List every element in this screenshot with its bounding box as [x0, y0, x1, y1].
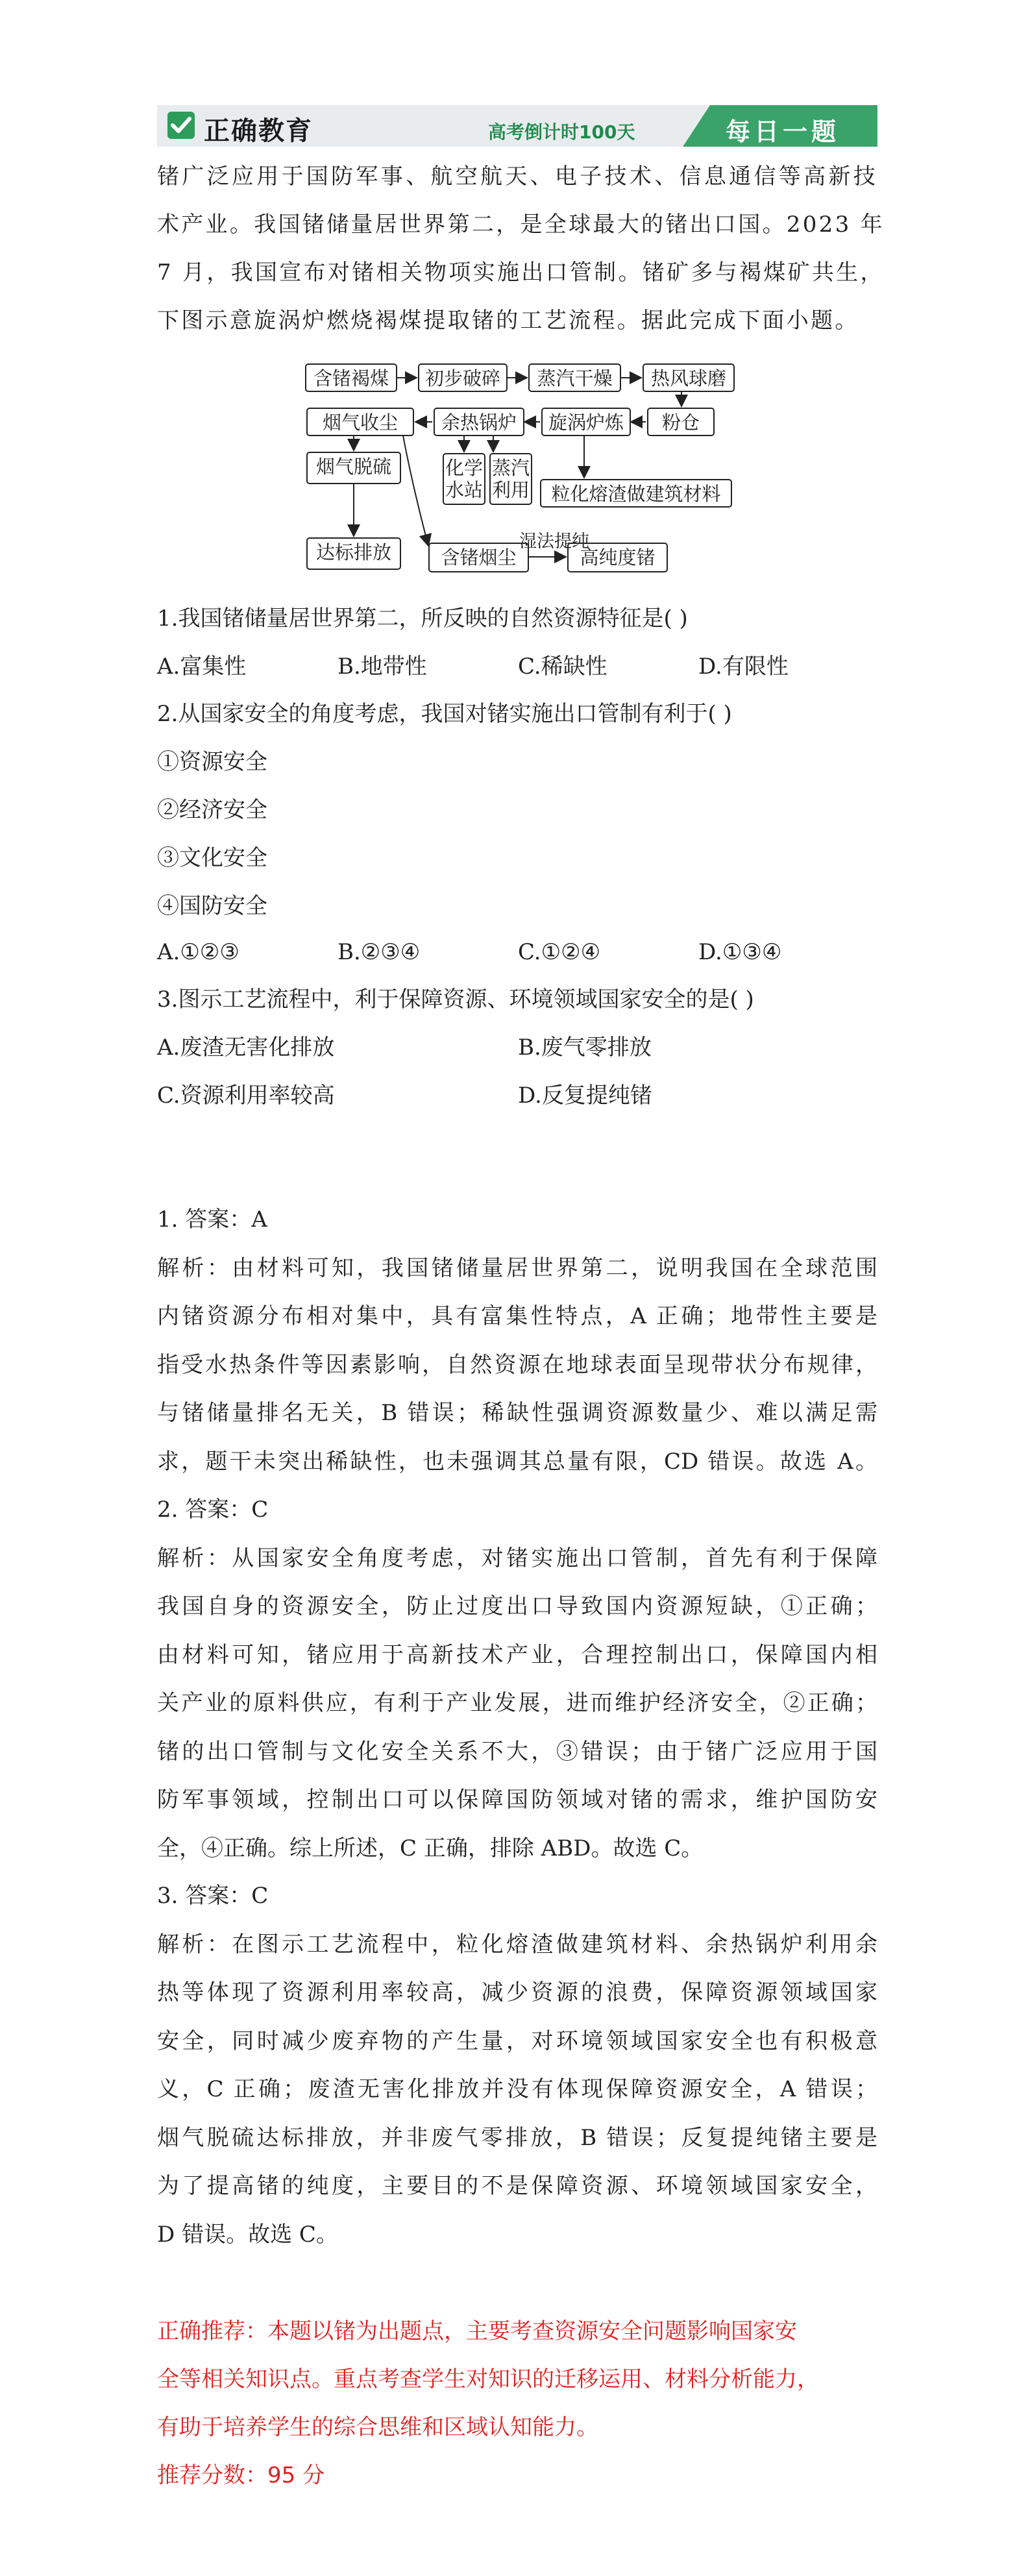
option-b: B.废气零排放	[518, 1035, 652, 1061]
node-chem-water-line: 水站	[445, 479, 483, 501]
answer-line: 指受水热条件等因素影响，自然资源在地球表面呈现带状分布规律，	[157, 1351, 877, 1378]
intro-paragraph	[157, 153, 885, 345]
node-steam-use	[489, 453, 532, 505]
recommend-score: 推荐分数：95 分	[157, 2462, 325, 2488]
question-2	[157, 690, 877, 930]
question-3-stem	[157, 975, 877, 1024]
intro-line: 锗广泛应用于国防军事、航空航天、电子技术、信息通信等高新技	[157, 164, 877, 190]
recommend-line: 有助于培养学生的综合思维和区域认知能力。	[157, 2414, 598, 2440]
node-hot-air-mill: 热风球磨	[643, 363, 735, 392]
answer-line: 锗的出口管制与文化安全关系不大，③错误；由于锗广泛应用于国	[157, 1738, 877, 1765]
node-ge-dust: 含锗烟尘	[428, 543, 529, 572]
answer-line: 求，题干未突出稀缺性，也未强调其总量有限，CD 错误。故选 A。	[157, 1448, 877, 1475]
answer-line: D 错误。故选 C。	[157, 2221, 338, 2248]
question-stem: 3.图示工艺流程中，利于保障资源、环境领域国家安全的是( )	[157, 987, 754, 1012]
answer-line: 与锗储量排名无关，B 错误；稀缺性强调资源数量少、难以满足需	[157, 1400, 877, 1426]
node-flue-collect: 烟气收尘	[306, 408, 414, 436]
answer-line: 解析：由材料可知，我国锗储量居世界第二，说明我国在全球范围	[157, 1255, 877, 1281]
node-chem-water	[443, 453, 485, 505]
option-b: B.地带性	[337, 654, 427, 680]
brand-name: 正确教育	[204, 116, 313, 146]
recommend-line: 全等相关知识点。重点考查学生对知识的迁移运用、材料分析能力，	[157, 2366, 819, 2392]
answer-line: 安全，同时减少废弃物的产生量，对环境领域国家安全也有积极意	[157, 2028, 877, 2054]
node-vortex: 旋涡炉炼	[541, 408, 631, 436]
answer-line: 关产业的原料供应，有利于产业发展，进而维护经济安全，②正确；	[157, 1690, 877, 1716]
answer-line: 我国自身的资源安全，防止过度出口导致国内资源短缺，①正确；	[157, 1593, 877, 1619]
answer-title: 1. 答案：A	[157, 1207, 267, 1233]
option-a: A.①②③	[157, 939, 239, 965]
answer-title: 2. 答案：C	[157, 1497, 269, 1523]
daily-badge-text: 每日一题	[725, 117, 840, 146]
answer-line: 内锗资源分布相对集中，具有富集性特点，A 正确；地带性主要是	[157, 1303, 877, 1329]
question-item: ②经济安全	[157, 797, 267, 823]
answer-2	[157, 1486, 877, 1872]
answer-line: 义，C 正确；废渣无害化排放并没有体现保障资源安全，A 错误；	[157, 2076, 877, 2102]
answer-line: 防军事领域，控制出口可以保障国防领域对锗的需求，维护国防安	[157, 1787, 877, 1813]
node-high-purity: 高纯度锗	[567, 543, 668, 572]
option-b: B.②③④	[337, 939, 421, 965]
question-item: ④国防安全	[157, 893, 267, 919]
node-lignite: 含锗褐煤	[305, 363, 397, 392]
intro-line: 7 月，我国宣布对锗相关物项实施出口管制。锗矿多与褐煤矿共生，	[157, 260, 885, 286]
countdown-label: 高考倒计时100天	[488, 121, 635, 143]
question-item: ①资源安全	[157, 749, 267, 775]
intro-line: 术产业。我国锗储量居世界第二，是全球最大的锗出口国。2023 年	[157, 212, 885, 238]
answer-title: 3. 答案：C	[157, 1883, 269, 1909]
node-chem-water-line: 化学	[445, 457, 483, 479]
question-1-stem	[157, 595, 877, 643]
answer-3	[157, 1872, 877, 2259]
question-stem: 1.我国锗储量居世界第二，所反映的自然资源特征是( )	[157, 606, 688, 632]
node-waste-boiler: 余热锅炉	[434, 408, 524, 436]
question-item: ③文化安全	[157, 845, 267, 871]
answer-1	[157, 1196, 877, 1486]
option-d: D.有限性	[698, 654, 789, 680]
answer-line: 热等体现了资源利用率较高，减少资源的浪费，保障资源领域国家	[157, 1980, 877, 2006]
option-c: C.稀缺性	[518, 654, 607, 680]
option-a: A.废渣无害化排放	[157, 1035, 335, 1061]
recommendation	[157, 2307, 877, 2499]
node-slag: 粒化熔渣做建筑材料	[540, 479, 732, 508]
node-steam-use-line: 蒸汽	[491, 457, 530, 479]
answer-line: 烟气脱硫达标排放，并非废气零排放，B 错误；反复提纯锗主要是	[157, 2124, 877, 2151]
node-discharge: 达标排放	[306, 537, 401, 570]
check-icon	[167, 112, 195, 139]
recommend-line: 正确推荐：本题以锗为出题点，主要考查资源安全问题影响国家安	[157, 2318, 797, 2344]
option-c: C.①②④	[518, 939, 601, 965]
node-desulfur: 烟气脱硫	[306, 452, 401, 484]
option-c: C.资源利用率较高	[157, 1083, 335, 1109]
intro-line: 下图示意旋涡炉燃烧褐煤提取锗的工艺流程。据此完成下面小题。	[157, 308, 859, 334]
node-crush: 初步破碎	[418, 363, 508, 392]
answer-line: 解析：在图示工艺流程中，粒化熔渣做建筑材料、余热锅炉利用余	[157, 1931, 877, 1957]
question-stem: 2.从国家安全的角度考虑，我国对锗实施出口管制有利于( )	[157, 701, 732, 727]
node-steam-dry: 蒸汽干燥	[528, 363, 621, 392]
node-powder-bin: 粉仓	[647, 408, 715, 436]
answer-line: 为了提高锗的纯度，主要目的不是保障资源、环境领域国家安全，	[157, 2173, 877, 2199]
option-d: D.反复提纯锗	[518, 1083, 652, 1109]
option-d: D.①③④	[698, 939, 782, 965]
process-flow-diagram	[299, 354, 740, 595]
edge-label-wet-purify: 湿法提纯	[519, 532, 589, 552]
node-steam-use-line: 利用	[491, 479, 530, 501]
option-a: A.富集性	[157, 654, 247, 680]
answer-line: 由材料可知，锗应用于高新技术产业，合理控制出口，保障国内相	[157, 1641, 877, 1668]
answer-line: 解析：从国家安全角度考虑，对锗实施出口管制，首先有利于保障	[157, 1545, 877, 1571]
header-banner	[157, 105, 877, 147]
answer-line: 全，④正确。综上所述，C 正确，排除 ABD。故选 C。	[157, 1835, 704, 1861]
